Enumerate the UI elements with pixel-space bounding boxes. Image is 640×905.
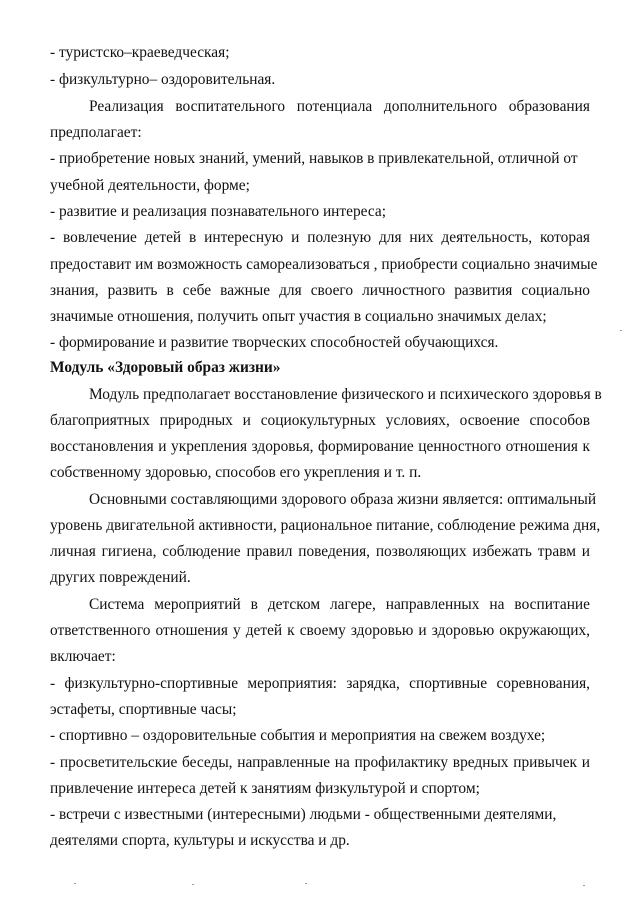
paragraph-line: личная гигиена, соблюдение правил поведения, позволяющих избежать травм и: [50, 543, 590, 560]
paragraph-line: Реализация воспитательного потенциала дополнительного образования: [89, 98, 590, 115]
paragraph-line: предполагает:: [50, 124, 142, 141]
paragraph-line: Модуль предполагает восстановление физического и психического здоровья в: [89, 386, 602, 403]
section-heading: Модуль «Здоровый образ жизни»: [50, 359, 281, 376]
list-item: - встречи с известными (интересными) людьми - общественными деятелями,: [50, 806, 557, 823]
list-item: - туристско–краеведческая;: [50, 44, 230, 61]
paragraph-line: учебной деятельности, форме;: [50, 177, 250, 194]
list-item: - развитие и реализация познавательного интереса;: [50, 203, 387, 220]
paragraph-line: восстановления и укрепления здоровья, формирование ценностного отношения к: [50, 438, 590, 455]
paragraph-line: предоставит им возможность самореализоваться , приобрести социально значимые: [50, 256, 598, 273]
list-item: - приобретение новых знаний, умений, навыков в привлекательной, отличной от: [50, 150, 578, 167]
list-item: - формирование и развитие творческих способностей обучающихся.: [50, 334, 499, 351]
list-item: - физкультурно-спортивные мероприятия: зарядка, спортивные соревнования,: [50, 675, 590, 692]
list-item: - просветительские беседы, направленные на профилактику вредных привычек и: [50, 754, 590, 771]
paragraph-line: ответственного отношения у детей к своему здоровью и здоровью окружающих,: [50, 622, 590, 639]
scan-speck: [192, 884, 194, 885]
scan-speck: [620, 330, 622, 331]
paragraph-line: других повреждений.: [50, 569, 191, 586]
list-item: - спортивно – оздоровительные события и мероприятия на свежем воздухе;: [50, 727, 546, 744]
list-item: - физкультурно– оздоровительная.: [50, 71, 276, 88]
paragraph-line: значимые отношения, получить опыт участия в социально значимых делах;: [50, 308, 547, 325]
scan-speck: [583, 885, 585, 886]
paragraph-line: знания, развить в себе важные для своего личностного развития социально: [50, 282, 590, 299]
paragraph-line: Основными составляющими здорового образа жизни является: оптимальный: [89, 491, 597, 508]
scan-speck: [305, 883, 307, 884]
paragraph-line: собственному здоровью, способов его укрепления и т. п.: [50, 464, 422, 481]
paragraph-line: эстафеты, спортивные часы;: [50, 701, 237, 718]
paragraph-line: привлечение интереса детей к занятиям физкультурой и спортом;: [50, 780, 480, 797]
paragraph-line: деятелями спорта, культуры и искусства и др.: [50, 832, 350, 849]
paragraph-line: Система мероприятий в детском лагере, направленных на воспитание: [89, 596, 590, 613]
paragraph-line: уровень двигательной активности, рациональное питание, соблюдение режима дня,: [50, 517, 601, 534]
scan-speck: [74, 883, 76, 884]
paragraph-line: благоприятных природных и социокультурных условиях, освоение способов: [50, 412, 590, 429]
list-item: - вовлечение детей в интересную и полезную для них деятельность, которая: [50, 229, 590, 246]
paragraph-line: включает:: [50, 648, 116, 665]
